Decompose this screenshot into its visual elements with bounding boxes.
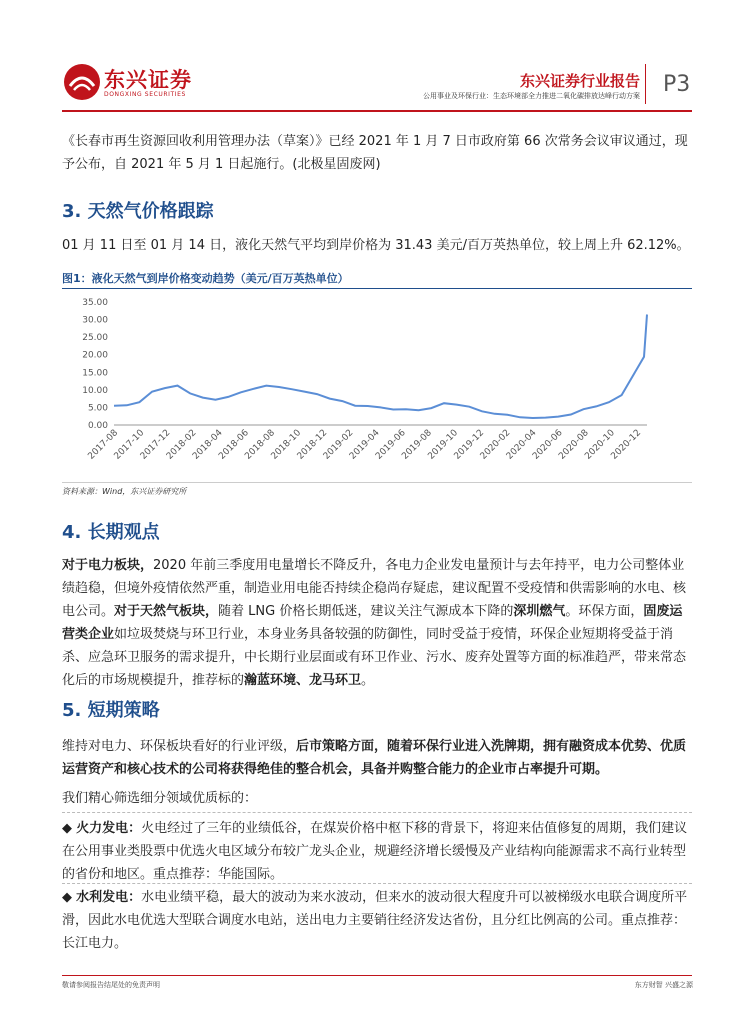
x-tick-label: 2020-08	[557, 428, 591, 462]
report-subtitle: 公用事业及环保行业：生态环境部全力推进二氧化碳排放达峰行动方案	[423, 92, 640, 100]
bullet-thermal-title: 火力发电：	[76, 821, 142, 836]
section-heading-5: 5. 短期策略	[62, 700, 160, 721]
y-tick-label: 35.00	[82, 298, 108, 308]
x-tick-label: 2020-10	[583, 428, 617, 462]
x-tick-label: 2017-12	[138, 428, 173, 462]
y-tick-label: 15.00	[82, 368, 108, 379]
section-heading-3: 3. 天然气价格跟踪	[62, 201, 214, 222]
x-tick-label: 2017-10	[112, 428, 147, 462]
x-tick-label: 2019-04	[347, 428, 382, 462]
text-gas-sector: 随着 LNG 价格长期低迷，建议关注气源成本下降的	[218, 604, 514, 619]
footer-rule	[62, 975, 692, 976]
bold-recommended: 瀚蓝环境、龙马环卫	[244, 673, 362, 688]
x-tick-label: 2019-12	[452, 428, 487, 462]
x-tick-label: 2019-02	[321, 428, 356, 462]
report-title: 东兴证券行业报告	[519, 72, 640, 90]
logo-subtitle: DONGXING SECURITIES	[104, 91, 186, 98]
x-tick-label: 2018-04	[191, 428, 225, 462]
x-tick-label: 2020-06	[531, 428, 565, 462]
figure-top-rule	[62, 288, 692, 289]
text-period: 。	[361, 673, 375, 688]
y-tick-label: 10.00	[82, 385, 108, 396]
y-tick-label: 20.00	[82, 350, 108, 361]
bullet-separator-2	[62, 883, 692, 884]
x-tick-label: 2018-06	[217, 428, 251, 462]
text-power-sector: 2020 年前三季度用电量增长不降反升，各电力企业发电量预计与去年持平，电力公司整体业绩趋稳，但境外疫情依然严重，制造业用电能否持续企稳尚存疑虑，建议配置不受疫情和供需影响的水电、核电公司。	[62, 558, 687, 619]
x-tick-label: 2017-08	[86, 428, 121, 462]
header-rule	[62, 110, 692, 112]
x-tick-label: 2019-10	[426, 428, 461, 462]
x-tick-label: 2020-12	[609, 428, 644, 462]
y-tick-label: 25.00	[82, 333, 108, 344]
section-heading-4: 4. 长期观点	[62, 522, 160, 543]
paragraph-short-term	[62, 735, 692, 781]
y-tick-label: 30.00	[82, 315, 108, 326]
bold-gas-sector: 对于天然气板块，	[114, 604, 219, 619]
text-solid-waste: 如垃圾焚烧与环卫行业，本身业务具备较强的防御性，同时受益于疫情，环保企业短期将受益于消杀、应急环卫服务的需求提升，中长期行业层面或有环卫作业、污水、废弃处置等方面的标准趋严，带来常态化后的市场规模提升，推荐标的	[62, 627, 687, 688]
bullet-diamond-icon: ◆	[62, 821, 77, 836]
footer-disclaimer: 敬请参阅报告结尾处的免责声明	[62, 981, 160, 989]
x-tick-label: 2019-08	[400, 428, 434, 462]
header-divider	[645, 64, 646, 104]
footer-slogan: 东方财智 兴盛之源	[634, 981, 693, 989]
figure-bottom-rule	[62, 482, 692, 483]
logo-text: 东兴证券	[104, 68, 192, 92]
company-logo-mark	[62, 62, 102, 102]
text-rating: 维持对电力、环保板块看好的行业评级，	[62, 739, 297, 754]
bold-strategy: 后市策略方面，随着环保行业进入洗牌期，拥有融资成本优势、优质运营资产和核心技术的公司将获得绝佳的整合机会，具备并购整合能力的企业市占率提升可期。	[62, 739, 687, 777]
lng-price-chart	[62, 292, 692, 480]
bullet-separator-1	[62, 812, 692, 813]
x-tick-label: 2018-10	[269, 428, 304, 462]
y-tick-label: 0.00	[87, 421, 108, 431]
bullet-hydro-text: 水电业绩平稳，最大的波动为来水波动，但来水的波动很大程度升可以被梯级水电联合调度所平滑，因此水电优选大型联合调度水电站，送出电力主要销往经济发达省份，且分红比例高的公司。重点推荐：长江电力。	[62, 890, 688, 951]
series-line	[114, 315, 647, 419]
bullet-thermal-power	[62, 817, 692, 886]
x-tick-label: 2020-02	[478, 428, 513, 462]
x-tick-label: 2020-04	[504, 428, 539, 462]
x-tick-label: 2018-12	[295, 428, 330, 462]
bullet-hydro-power	[62, 886, 692, 955]
paragraph-news: 《长春市再生资源回收利用管理办法（草案）》已经 2021 年 1 月 7 日市政府第 66 次常务会议审议通过，现予公布，自 2021 年 5 月 1 日起施行。(北极星固废网)	[62, 134, 688, 172]
bullet-diamond-icon: ◆	[62, 890, 77, 905]
page-number: P3	[663, 72, 691, 97]
x-tick-label: 2018-02	[164, 428, 199, 462]
paragraph-long-term	[62, 554, 692, 692]
bold-power-sector: 对于电力板块，	[62, 558, 154, 573]
paragraph-gas-price: 01 月 11 日至 01 月 14 日，液化天然气平均到岸价格为 31.43 美元/百万英热单位，较上周上升 62.12%。	[62, 238, 690, 253]
y-tick-label: 5.00	[87, 403, 108, 414]
x-tick-label: 2019-06	[374, 428, 408, 462]
bullet-thermal-text: 火电经过了三年的业绩低谷，在煤炭价格中枢下移的背景下，将迎来估值修复的周期，我们建议在公用事业类股票中优选火电区域分布较广龙头企业，规避经济增长缓慢及产业结构向能源需求不高行业转型的省份和地区。重点推荐：华能国际。	[62, 821, 688, 882]
figure-caption: 图1：液化天然气到岸价格变动趋势（美元/百万英热单位）	[62, 272, 349, 285]
bullet-hydro-title: 水利发电：	[76, 890, 142, 905]
bold-shenzhen-gas: 深圳燃气	[513, 604, 566, 619]
text-env: 。环保方面，	[565, 604, 644, 619]
figure-source: 资料来源：Wind，东兴证券研究所	[62, 487, 187, 496]
paragraph-selection: 我们精心筛选细分领域优质标的：	[62, 791, 258, 806]
bold-solid-waste: 固废运营类企业	[62, 604, 683, 642]
x-tick-label: 2018-08	[243, 428, 278, 462]
